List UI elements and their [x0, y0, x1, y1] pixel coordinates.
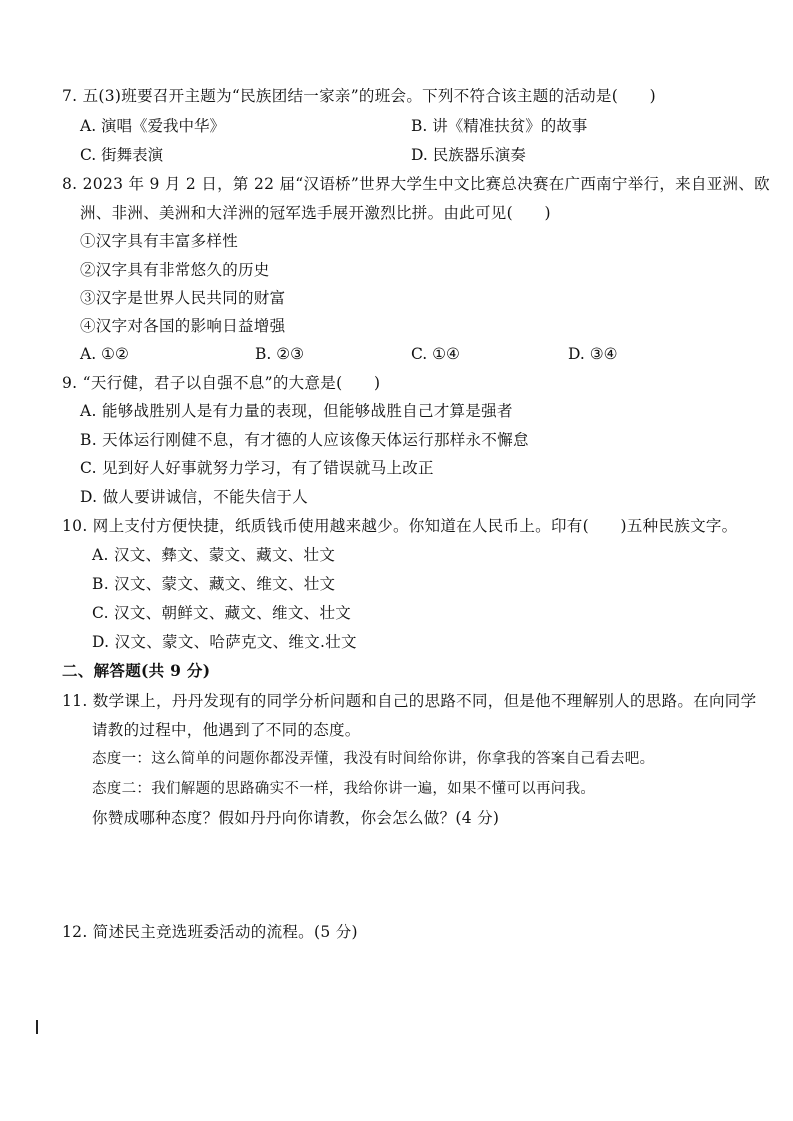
q11-attitude-2: 态度二：我们解题的思路确实不一样，我给你讲一遍，如果不懂可以再问我。 [92, 781, 596, 797]
q11-stem-line1: 11. 数学课上，丹丹发现有的同学分析问题和自己的思路不同，但是他不理解别人的思路。在向同学 [62, 692, 757, 710]
q9-option-d: D. 做人要讲诚信，不能失信于人 [80, 488, 309, 506]
q8-option-a: A. ①② [80, 345, 129, 363]
q8-statement-1: ①汉字具有丰富多样性 [80, 232, 239, 250]
q8-option-d: D. ③④ [568, 345, 618, 363]
q7-option-c: C. 街舞表演 [80, 146, 164, 164]
q11-stem-line2: 请教的过程中，他遇到了不同的态度。 [92, 721, 361, 739]
q7-option-a: A. 演唱《爱我中华》 [80, 117, 226, 135]
q11-question: 你赞成哪种态度？假如丹丹向你请教，你会怎么做？(4 分) [92, 809, 500, 827]
q10-option-b: B. 汉文、蒙文、藏文、维文、壮文 [92, 575, 336, 593]
q8-stem-line2: 洲、非洲、美洲和大洋洲的冠军选手展开激烈比拼。由此可见( ) [80, 204, 551, 222]
q7-stem: 7. 五(3)班要召开主题为“民族团结一家亲”的班会。下列不符合该主题的活动是( ) [62, 87, 657, 105]
q11-attitude-1: 态度一：这么简单的问题你都没弄懂，我没有时间给你讲，你拿我的答案自己看去吧。 [92, 751, 655, 767]
q8-option-b: B. ②③ [255, 345, 305, 363]
q8-option-c: C. ①④ [411, 345, 460, 363]
q10-option-c: C. 汉文、朝鲜文、藏文、维文、壮文 [92, 604, 352, 622]
q8-stem-line1: 8. 2023 年 9 月 2 日，第 22 届“汉语桥”世界大学生中文比赛总决赛在广西南宁举行，来自亚洲、欧 [62, 175, 770, 193]
q9-stem: 9. “天行健，君子以自强不息”的大意是( ) [62, 374, 381, 392]
section2-heading: 二、解答题(共 9 分) [62, 661, 211, 680]
q9-option-b: B. 天体运行刚健不息，有才德的人应该像天体运行那样永不懈怠 [80, 431, 529, 449]
q9-option-a: A. 能够战胜别人是有力量的表现，但能够战胜自己才算是强者 [80, 402, 513, 420]
q8-statement-2: ②汉字具有非常悠久的历史 [80, 261, 270, 279]
q7-option-d: D. 民族器乐演奏 [411, 146, 526, 164]
margin-mark [36, 1020, 38, 1034]
q8-statement-4: ④汉字对各国的影响日益增强 [80, 317, 286, 335]
q10-option-a: A. 汉文、彝文、蒙文、藏文、壮文 [92, 546, 336, 564]
q8-statement-3: ③汉字是世界人民共同的财富 [80, 289, 286, 307]
q9-option-c: C. 见到好人好事就努力学习，有了错误就马上改正 [80, 459, 434, 477]
q12-stem: 12. 简述民主竞选班委活动的流程。(5 分) [62, 923, 358, 941]
q10-stem: 10. 网上支付方便快捷，纸质钱币使用越来越少。你知道在人民币上。印有( )五种民族文字。 [62, 517, 738, 535]
q7-option-b: B. 讲《精准扶贫》的故事 [411, 117, 588, 135]
q10-option-d: D. 汉文、蒙文、哈萨克文、维文.壮文 [92, 633, 357, 651]
